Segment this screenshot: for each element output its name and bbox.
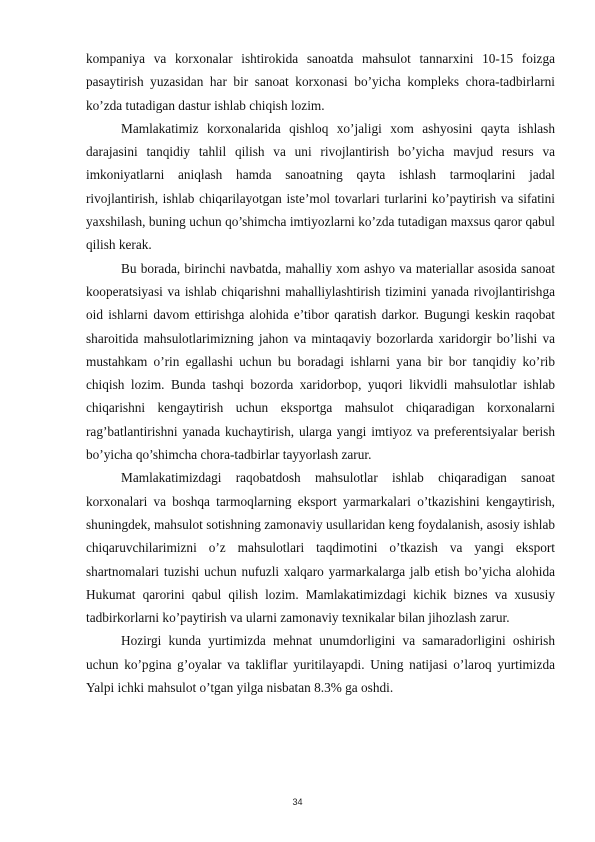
body-text	[86, 47, 555, 699]
page-number: 34	[292, 797, 303, 807]
paragraph-5: Hozirgi kunda yurtimizda mehnat unumdorligini va samaradorligini oshirish uchun ko’pgina g’oyalar va takliflar yuritilayapdi. Uning natijasi o’laroq yurtimizda Yalpi ichki mahsulot o’tgan yilga nisbatan 8.3% ga oshdi.	[86, 633, 555, 696]
paragraph-4: Mamlakatimizdagi raqobatdosh mahsulotlar ishlab chiqaradigan sanoat korxonalari va boshqa tarmoqlarning eksport yarmarkalari o’tkazishini kengaytirish, shuningdek, mahsulot sotishning zamonaviy usullaridan keng foydalanish, asosiy ishlab chiqaruvchilarimizni o’z mahsulotlari taqdimotini o’tkazish va yangi eksport shartnomalari tuzishi uchun nufuzli xalqaro yarmarkalarga jalb etish bo’yicha alohida Hukumat qarorini qabul qilish lozim. Mamlakatimizdagi kichik biznes va xususiy tadbirkorlarni ko’paytirish va ularni zamonaviy texnikalar bilan jihozlash zarur.	[86, 470, 555, 626]
paragraph-2: Mamlakatimiz korxonalarida qishloq xo’jaligi xom ashyosini qayta ishlash darajasini tanqidiy tahlil qilish va uni rivojlantirish bo’yicha mavjud resurs va imkoniyatlarni aniqlash hamda sanoatning qayta ishlash tarmoqlarini jadal rivojlantirish, ishlab chiqarilayotgan iste’mol tovarlari turlarini ko’paytirish va sifatini yaxshilash, buning uchun qo’shimcha imtiyozlarni ko’zda tutadigan maxsus qaror qabul qilish kerak.	[86, 120, 555, 253]
paragraph-1: kompaniya va korxonalar ishtirokida sanoatda mahsulot tannarxini 10-15 foizga pasaytirish yuzasidan har bir sanoat korxonasi bo’yicha kompleks chora-tadbirlarni ko’zda tutadigan dastur ishlab chiqish lozim.	[86, 51, 555, 113]
paragraph-3: Bu borada, birinchi navbatda, mahalliy xom ashyo va materiallar asosida sanoat kooperatsiyasi va ishlab chiqarishni mahalliylashtirish tizimini yanada rivojlantirishga oid ishlarni davom ettirishga alohida e’tibor qaratish darkor. Bugungi keskin raqobat sharoitida mahsulotlarimizning jahon va mintaqaviy bozorlarda xaridorgir bo’lishi va mustahkam o’rin egallashi uchun bu boradagi ishlarni yana bir bor tanqidiy ko’rib chiqish lozim. Bunda tashqi bozorda xaridorbop, yuqori likvidli mahsulotlar ishlab chiqarishni kengaytirish uchun eksportga mahsulot chiqaradigan korxonalarni rag’batlantirishni yanada kuchaytirish, ularga yangi imtiyoz va preferentsiyalar berish bo’yicha qo’shimcha chora-tadbirlar tayyorlash zarur.	[86, 260, 555, 463]
